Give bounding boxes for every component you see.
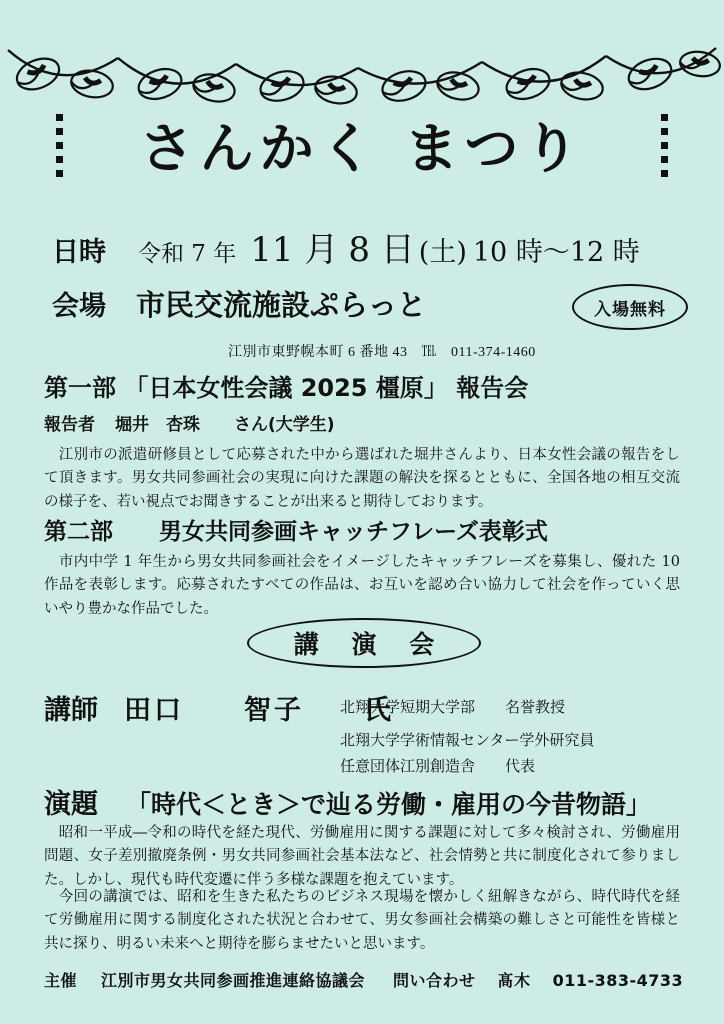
venue-address: 江別市東野幌本町 6 番地 43 ℡ 011-374-1460 — [228, 345, 536, 360]
contact-name: 髙木 — [497, 971, 531, 990]
part1-heading: 第一部 「日本女性会議 2025 橿原」 報告会 — [44, 374, 529, 402]
lecture-body-2: 今回の講演では、昭和を生きた私たちのビジネス現場を懐かしく紐解きながら、時代時代を経て労働雇用に関する制度化された状況と合わせて、男女参画社会構築の難しさと可能性を皆様と共に探り、明るい未来へと期待を膨らませたいと思います。 — [44, 889, 680, 952]
contact-phone: 011-383-4733 — [552, 971, 684, 990]
datetime-weekday: (土) — [418, 237, 467, 268]
lecturer-affiliation-2: 北翔大学学術情報センター学外研究員 — [340, 731, 595, 749]
lecturer-affiliation-3: 任意団体江別創造舎 代表 — [340, 757, 536, 775]
datetime-row — [52, 222, 640, 271]
organizer-name: 江別市男女共同参画推進連絡協議会 — [101, 971, 366, 990]
topic-title: 「時代＜とき＞で辿る労働・雇用の今昔物語」 — [126, 790, 652, 819]
lecturer-name: 田口 智子 氏 — [124, 695, 394, 726]
datetime-label: 日時 — [52, 237, 106, 268]
lecturer-label: 講師 — [44, 695, 98, 726]
part2-body: 市内中学 1 年生から男女共同参画社会をイメージしたキャッチフレーズを募集し、優れた 10 作品を表彰します。応募されたすべての作品は、お互いを認め合い協力して社会を作っていく思いやり豊かな作品でした。 — [44, 554, 680, 617]
venue-name: 市民交流施設ぷらっと — [136, 288, 427, 322]
part1-speaker-row — [44, 410, 335, 435]
venue-row — [52, 283, 426, 324]
datetime-day: 8 日 — [348, 230, 415, 270]
contact-label: 問い合わせ — [393, 971, 476, 990]
datetime-era: 令和 7 年 — [138, 241, 237, 267]
lecturer-affiliation-1: 北翔大学短期大学部 名誉教授 — [340, 698, 566, 716]
lecture-body-1: 昭和一平成―令和の時代を経た現代、労働雇用に関する課題に対して多々検討され、労働雇用問題、女子差別撤廃条例・男女共同参画社会基本法など、社会情勢と共に制度化されて参りました。しかし、現代も時代変遷に伴う多様な課題を抱えています。 — [44, 825, 680, 888]
organizer-label: 主催 — [44, 971, 78, 990]
footer-row — [44, 968, 683, 991]
page-title: さんかく まつり — [139, 117, 585, 180]
topic-row — [44, 782, 651, 821]
part2-heading: 第二部 男女共同参画キャッチフレーズ表彰式 — [44, 519, 548, 545]
lecture-badge-label: 講 演 会 — [293, 630, 447, 659]
title-band — [38, 110, 686, 188]
lecture-badge — [247, 618, 481, 668]
datetime-time: 10 時～12 時 — [472, 237, 640, 268]
topic-label: 演題 — [44, 789, 98, 820]
bunting-garland-decoration — [0, 28, 724, 118]
part1-speaker-label: 報告者 — [44, 415, 95, 435]
free-admission-badge: 入場無料 — [572, 284, 688, 330]
datetime-month: 11 月 — [250, 230, 339, 270]
part1-speaker-name: 堀井 杏珠 さん(大学生) — [115, 415, 335, 435]
venue-label: 会場 — [52, 291, 106, 322]
part1-body: 江別市の派遣研修員として応募された中から選ばれた堀井さんより、日本女性会議の報告をして頂きます。男女共同参画社会の実現に向けた課題の解決を探るとともに、全国各地の相互交流の様子を、若い視点でお聞きすることが出来ると期待しております。 — [44, 447, 680, 510]
